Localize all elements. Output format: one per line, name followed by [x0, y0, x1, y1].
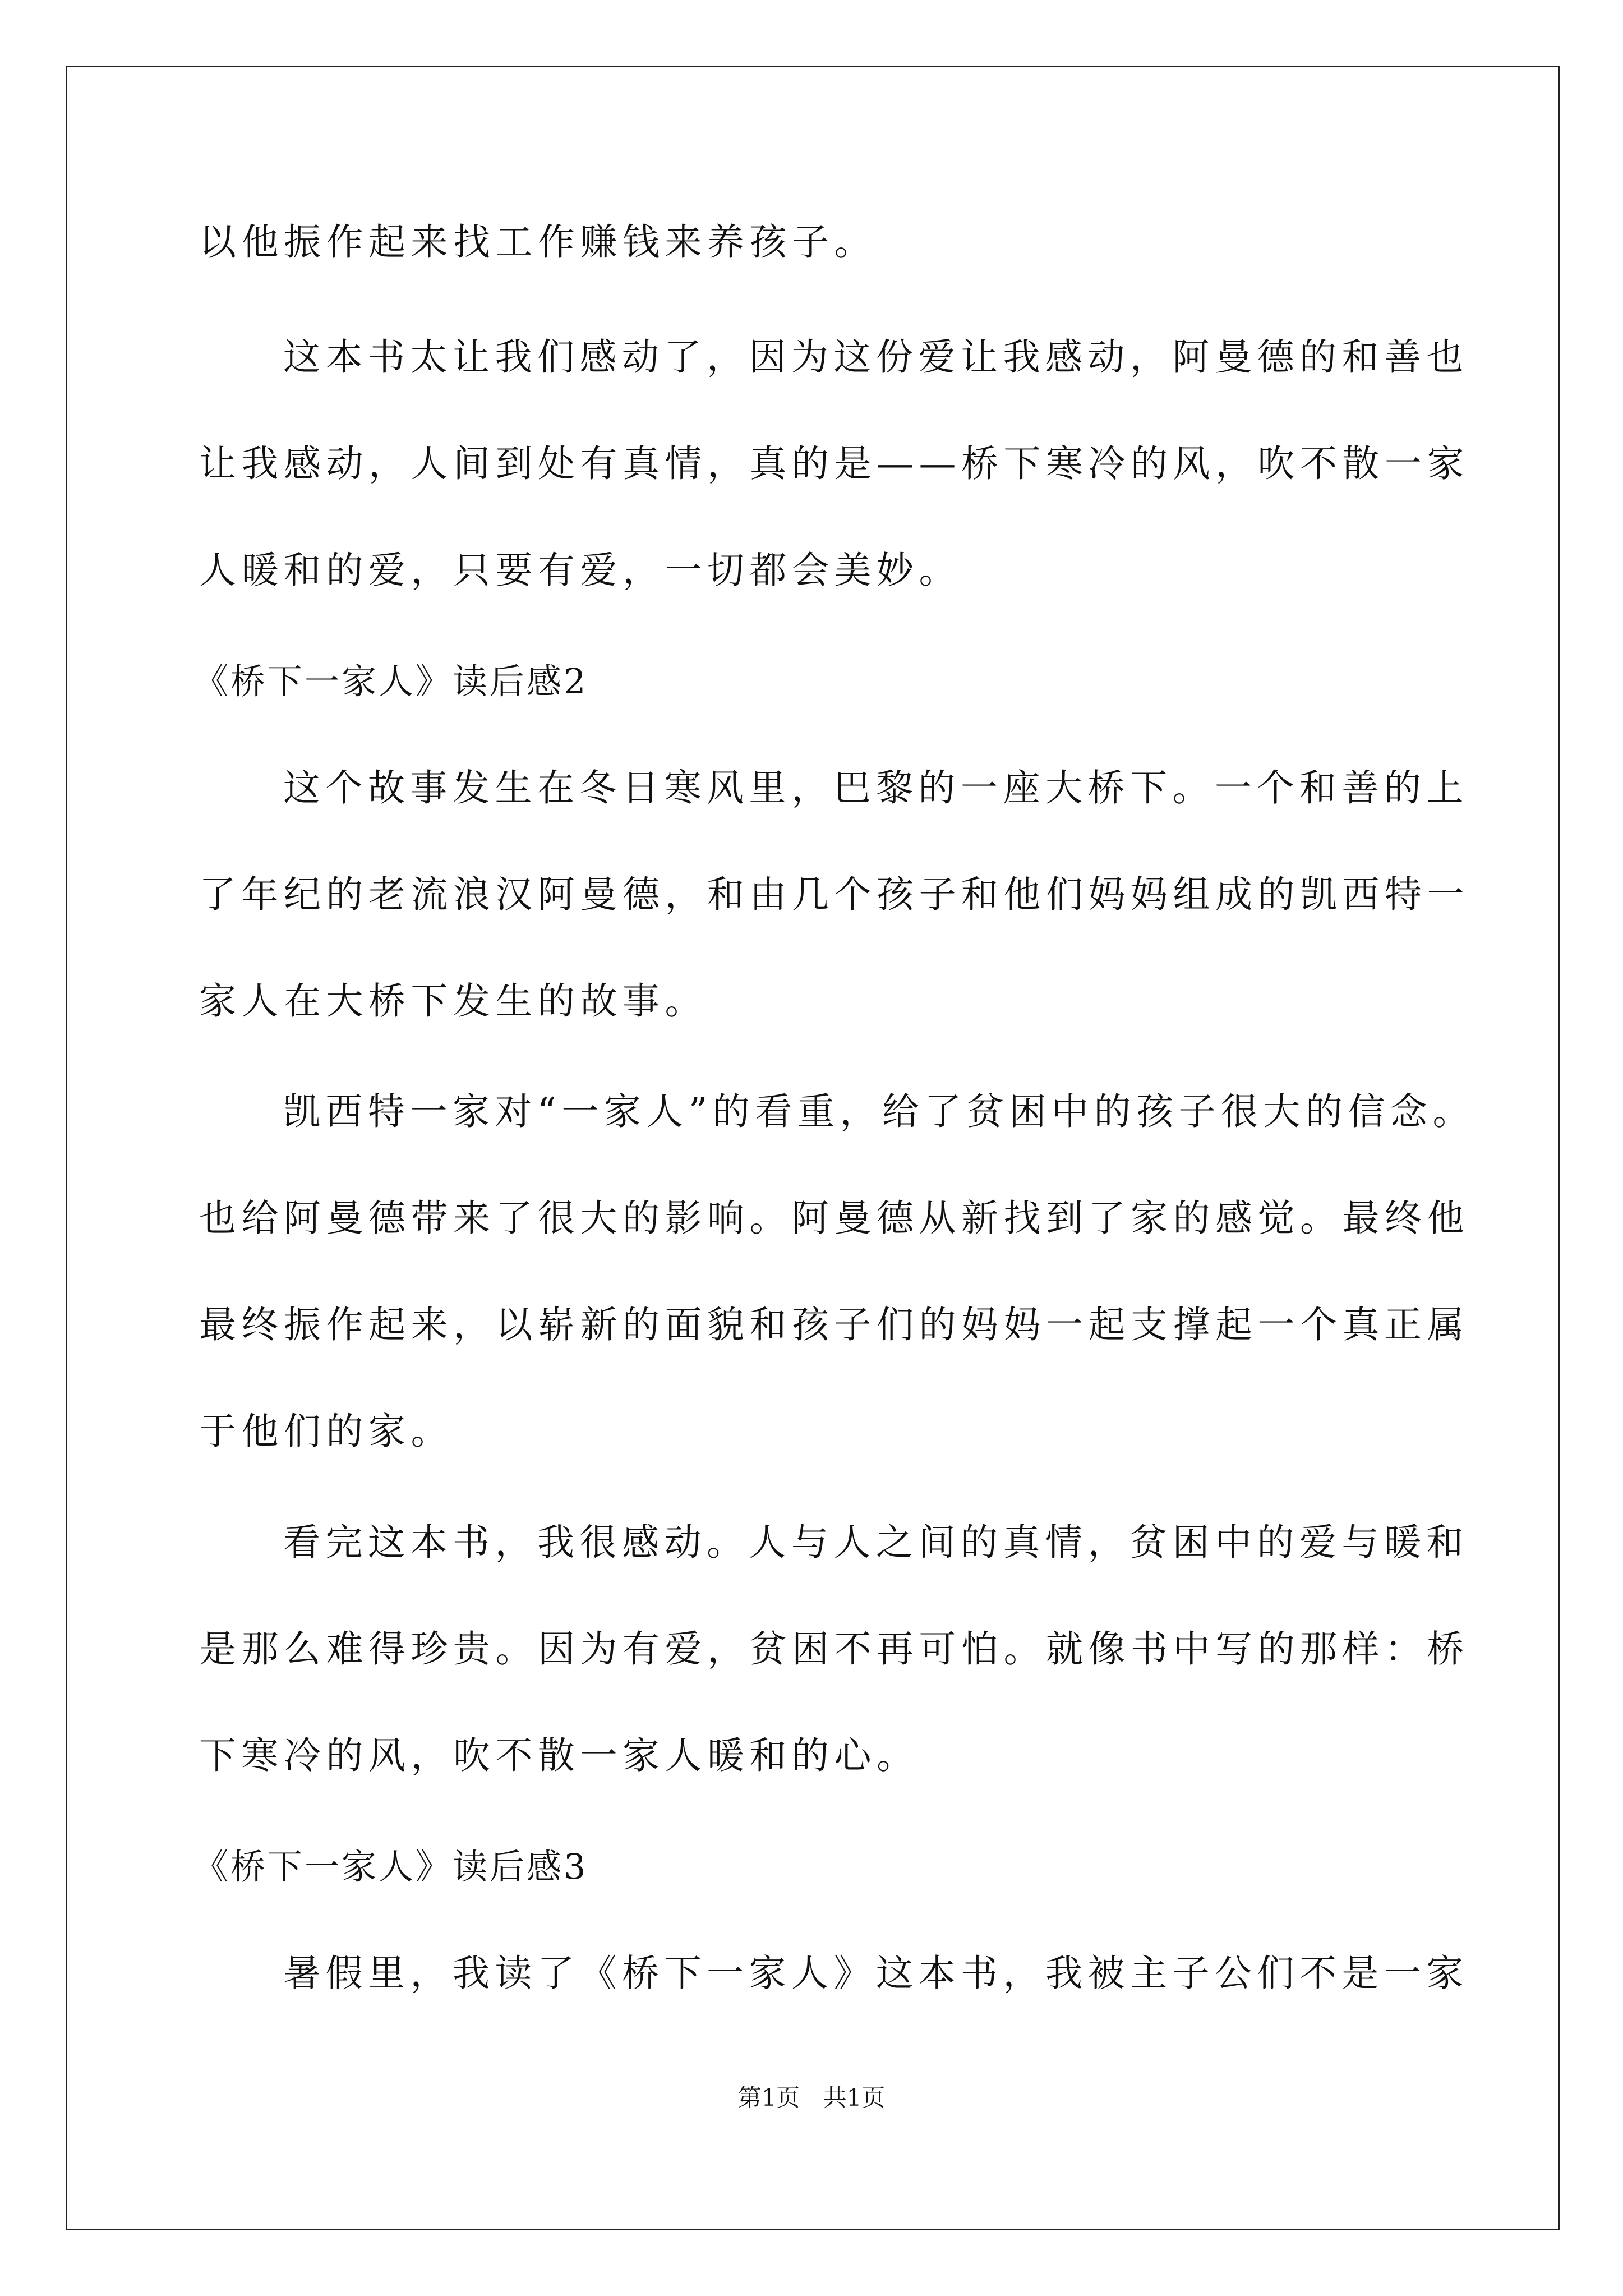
- text-line: 最终振作起来，以崭新的面貌和孩子们的妈妈一起支撑起一个真正属: [199, 1303, 1469, 1346]
- text-line: 凯西特一家对“一家人”的看重，给了贫困中的孩子很大的信念。: [283, 1090, 1475, 1133]
- section-heading: 《桥下一家人》读后感3: [193, 1846, 588, 1887]
- text-line: 这个故事发生在冬日寒风里，巴黎的一座大桥下。一个和善的上: [283, 766, 1469, 809]
- text-line: 于他们的家。: [199, 1410, 453, 1453]
- page-number: 第1页: [737, 2084, 800, 2111]
- page-footer: [0, 2081, 1623, 2115]
- text-line: 下寒冷的风，吹不散一家人暖和的心。: [199, 1734, 919, 1777]
- text-line: 以他振作起来找工作赚钱来养孩子。: [199, 220, 877, 264]
- text-line: 人暖和的爱，只要有爱，一切都会美妙。: [199, 549, 961, 592]
- text-line: 让我感动，人间到处有真情，真的是——桥下寒冷的风，吹不散一家: [199, 442, 1469, 485]
- page-count: 共1页: [823, 2084, 886, 2111]
- text-line: 了年纪的老流浪汉阿曼德，和由几个孩子和他们妈妈组成的凯西特一: [199, 873, 1469, 916]
- text-line: 这本书太让我们感动了，因为这份爱让我感动，阿曼德的和善也: [283, 335, 1469, 379]
- section-heading: 《桥下一家人》读后感2: [193, 661, 588, 702]
- text-line: 也给阿曼德带来了很大的影响。阿曼德从新找到了家的感觉。最终他: [199, 1197, 1469, 1240]
- text-line: 看完这本书，我很感动。人与人之间的真情，贫困中的爱与暖和: [283, 1521, 1469, 1564]
- text-line: 暑假里，我读了《桥下一家人》这本书，我被主子公们不是一家: [283, 1952, 1469, 1995]
- page-border: [66, 66, 1560, 2230]
- text-line: 家人在大桥下发生的故事。: [199, 979, 707, 1023]
- text-line: 是那么难得珍贵。因为有爱，贫困不再可怕。就像书中写的那样：桥: [199, 1627, 1469, 1671]
